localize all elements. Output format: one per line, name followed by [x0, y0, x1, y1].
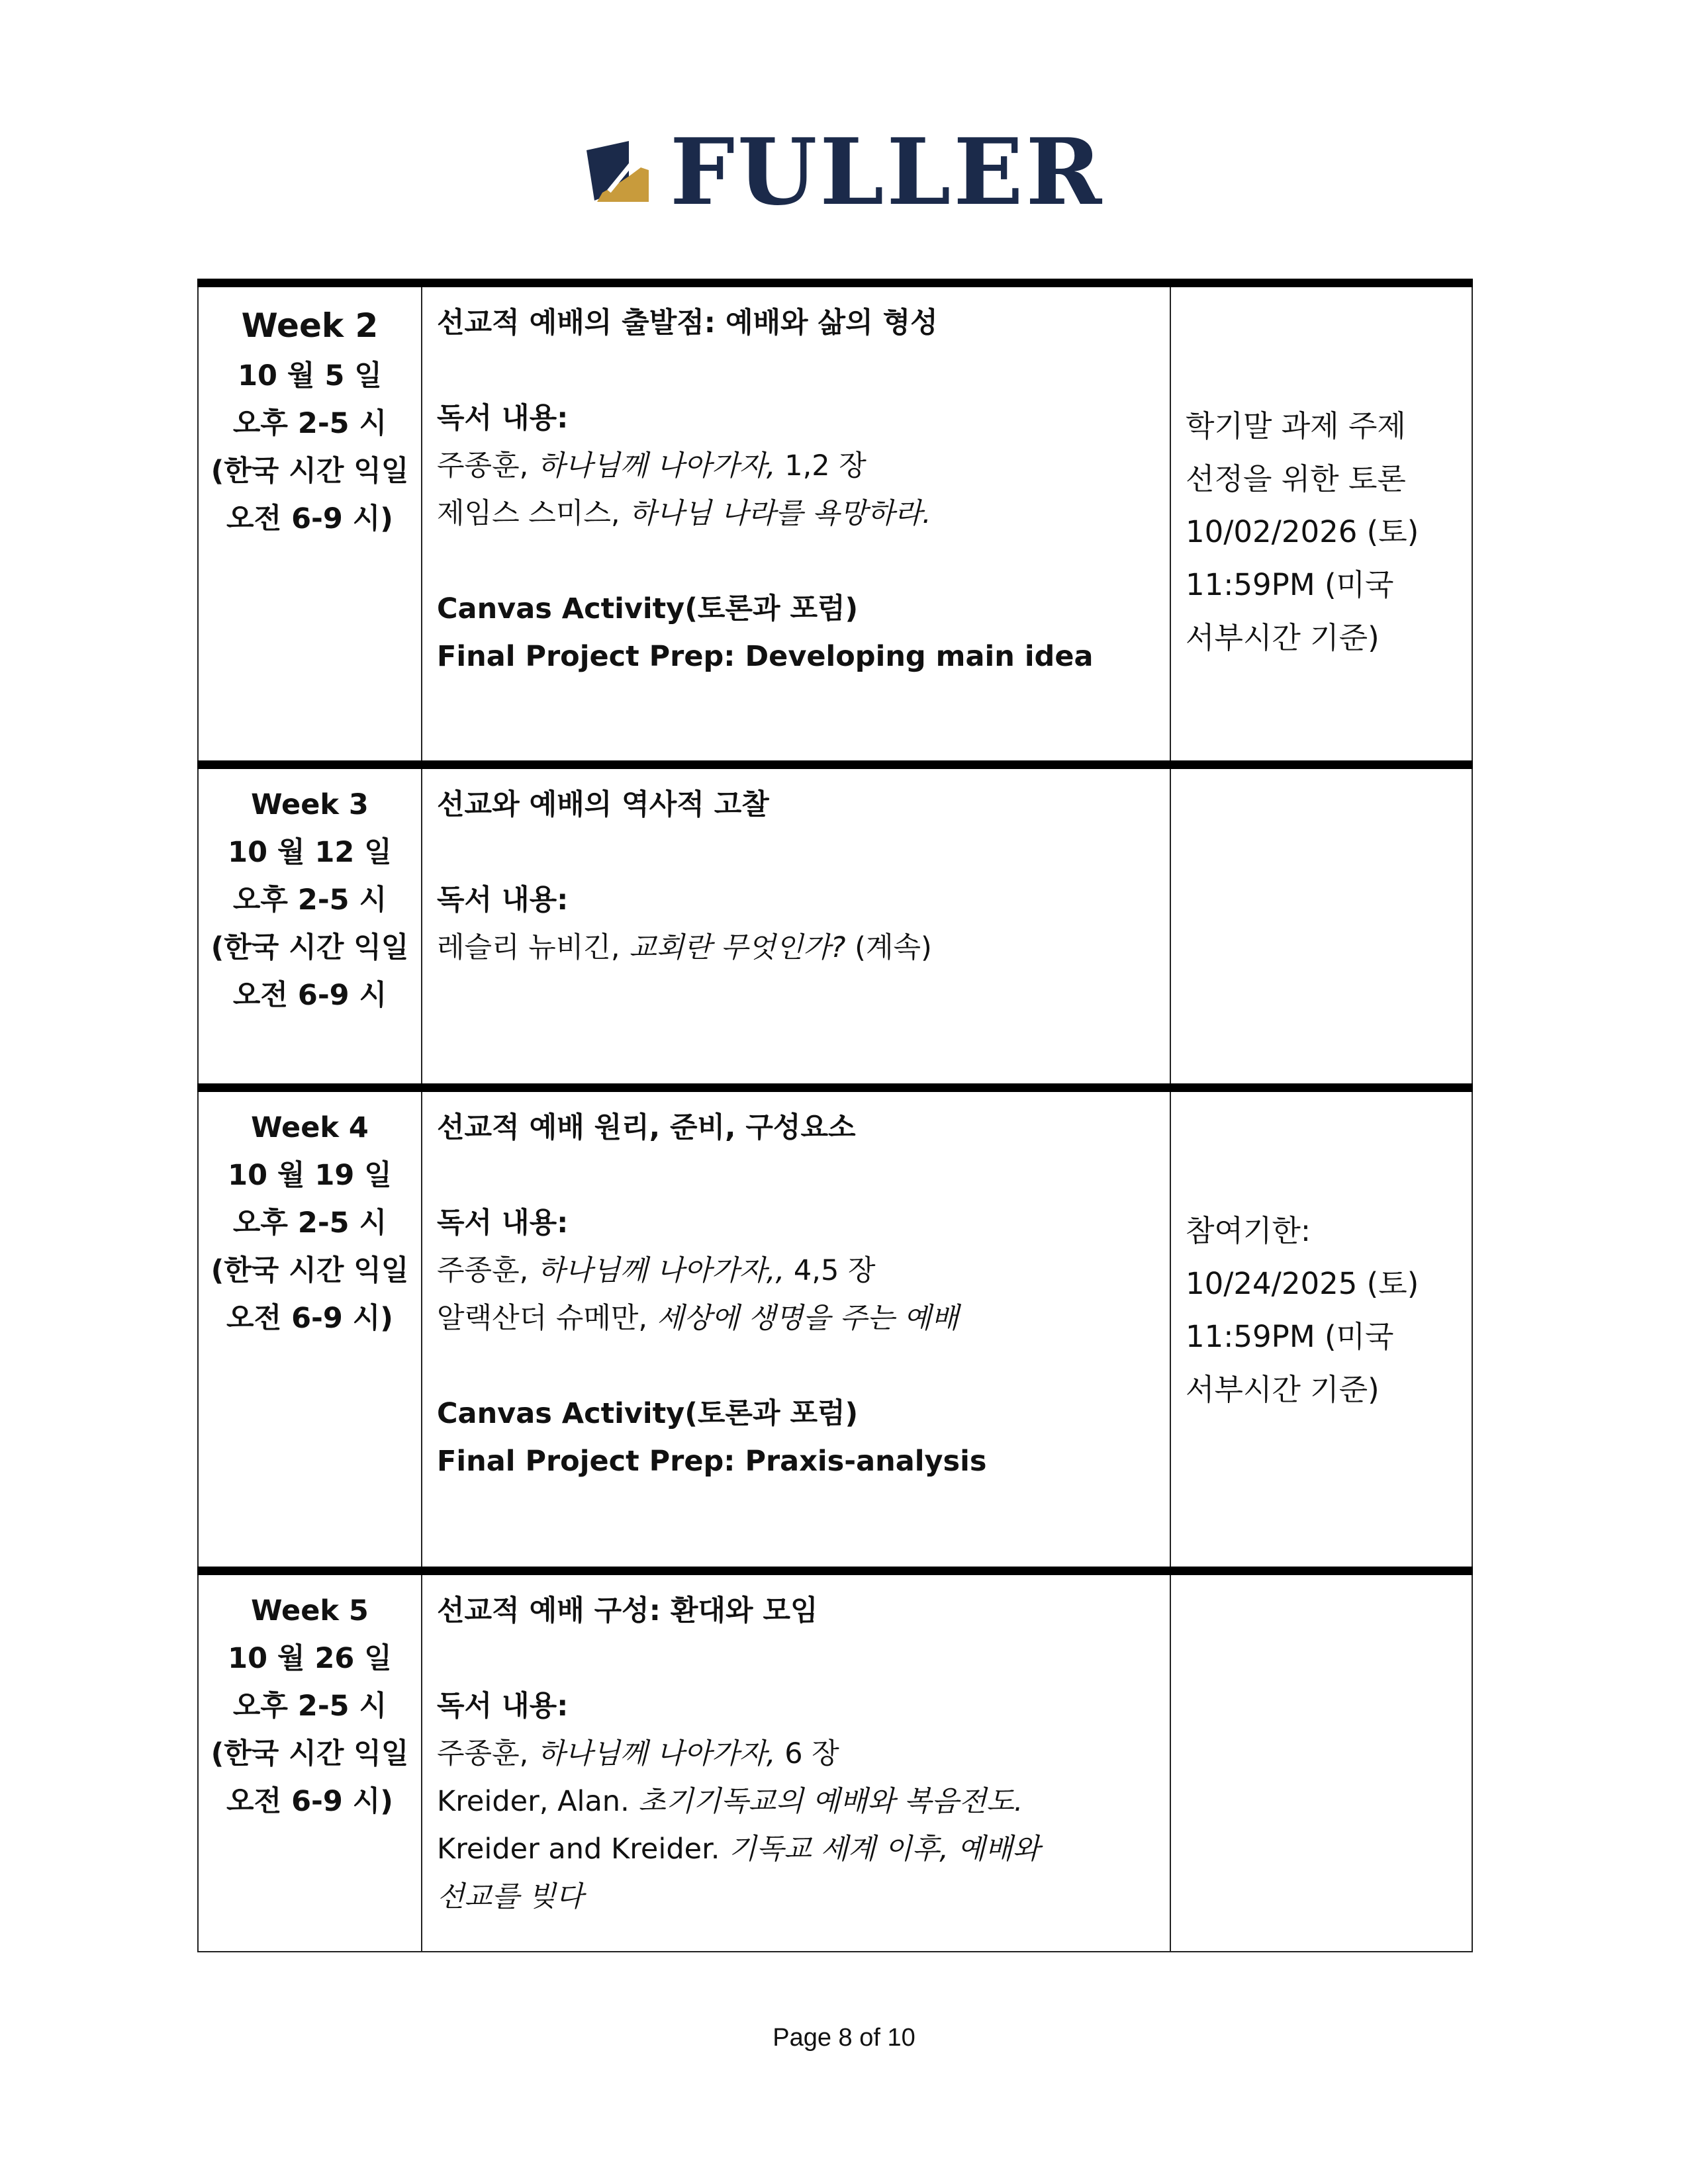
- session-title: 선교적 예배 원리, 준비, 구성요소: [437, 1111, 856, 1144]
- table-row: [198, 765, 1472, 1088]
- korea-time-line-2: 오전 6-9 시: [232, 979, 387, 1012]
- korea-time-line-1: (한국 시간 익일: [211, 931, 409, 964]
- due-text: 학기말 과제 주제: [1186, 408, 1406, 443]
- fuller-logo: [583, 118, 1105, 226]
- reading-item: 주종훈, 하나님께 나아가자, 6 장: [437, 1737, 839, 1770]
- reading-item: 주종훈, 하나님께 나아가자, 1,2 장: [437, 449, 867, 482]
- reading-label: 독서 내용:: [437, 402, 569, 435]
- week-cell: [198, 1088, 422, 1571]
- week-label: Week 4: [251, 1111, 369, 1144]
- reading-item: 주종훈, 하나님께 나아가자,, 4,5 장: [437, 1254, 876, 1287]
- week-date: 10 월 12 일: [228, 836, 392, 869]
- final-project-prep: Final Project Prep: Praxis-analysis: [437, 1445, 987, 1478]
- due-cell: [1170, 1088, 1472, 1571]
- due-cell: [1170, 765, 1472, 1088]
- korea-time-line-2: 오전 6-9 시): [226, 1302, 393, 1335]
- content-cell: [422, 765, 1170, 1088]
- table-row: [198, 283, 1472, 765]
- due-text: 11:59PM (미국: [1186, 567, 1394, 602]
- content-cell: [422, 283, 1170, 765]
- reading-item: 레슬리 뉴비긴, 교회란 무엇인가? (계속): [437, 931, 932, 964]
- korea-time-line-2: 오전 6-9 시): [226, 1785, 393, 1818]
- final-project-prep: Final Project Prep: Developing main idea: [437, 640, 1094, 673]
- fuller-book-icon: [583, 136, 655, 208]
- week-time: 오후 2-5 시: [232, 1206, 387, 1240]
- korea-time-line-2: 오전 6-9 시): [226, 502, 393, 535]
- week-label: Week 5: [251, 1594, 369, 1627]
- content-cell: [422, 1571, 1170, 1952]
- due-text: 서부시간 기준): [1186, 1372, 1380, 1407]
- reading-item: Kreider, Alan. 초기기독교의 예배와 복음전도.: [437, 1785, 1023, 1818]
- reading-label: 독서 내용:: [437, 884, 569, 917]
- canvas-activity: Canvas Activity(토론과 포럼): [437, 592, 859, 625]
- content-cell: [422, 1088, 1170, 1571]
- table-row: [198, 1088, 1472, 1571]
- due-text: 10/02/2026 (토): [1186, 514, 1419, 549]
- reading-item: Kreider and Kreider. 기독교 세계 이후, 예배와: [437, 1833, 1041, 1866]
- korea-time-line-1: (한국 시간 익일: [211, 455, 409, 488]
- reading-item: 제임스 스미스, 하나님 나라를 욕망하라.: [437, 497, 931, 530]
- due-text: 서부시간 기준): [1186, 620, 1380, 655]
- week-label: Week 3: [251, 788, 369, 821]
- week-label: Week 2: [241, 306, 379, 345]
- korea-time-line-1: (한국 시간 익일: [211, 1254, 409, 1287]
- due-text: 참여기한:: [1186, 1213, 1311, 1248]
- week-date: 10 월 26 일: [228, 1642, 392, 1675]
- logo-wordmark: FULLER: [670, 118, 1105, 226]
- reading-label: 독서 내용:: [437, 1206, 569, 1240]
- week-date: 10 월 19 일: [228, 1159, 392, 1192]
- session-title: 선교적 예배 구성: 환대와 모임: [437, 1594, 818, 1627]
- week-date: 10 월 5 일: [238, 359, 382, 392]
- due-cell: [1170, 283, 1472, 765]
- canvas-activity: Canvas Activity(토론과 포럼): [437, 1397, 859, 1430]
- week-time: 오후 2-5 시: [232, 407, 387, 440]
- week-cell: [198, 765, 422, 1088]
- page-number: Page 8 of 10: [773, 2024, 915, 2052]
- reading-label: 독서 내용:: [437, 1690, 569, 1723]
- korea-time-line-1: (한국 시간 익일: [211, 1737, 409, 1770]
- course-schedule-table: [197, 279, 1473, 1952]
- table-row: [198, 1571, 1472, 1952]
- week-time: 오후 2-5 시: [232, 884, 387, 917]
- reading-item: 알랙산더 슈메만, 세상에 생명을 주는 예배: [437, 1302, 959, 1335]
- due-text: 10/24/2025 (토): [1186, 1266, 1419, 1301]
- week-cell: [198, 283, 422, 765]
- session-title: 선교적 예배의 출발점: 예배와 삶의 형성: [437, 306, 938, 340]
- due-cell: [1170, 1571, 1472, 1952]
- week-time: 오후 2-5 시: [232, 1690, 387, 1723]
- week-cell: [198, 1571, 422, 1952]
- due-text: 선정을 위한 토론: [1186, 461, 1406, 496]
- reading-item: 선교를 빚다: [437, 1880, 584, 1913]
- due-text: 11:59PM (미국: [1186, 1319, 1394, 1354]
- session-title: 선교와 예배의 역사적 고찰: [437, 788, 769, 821]
